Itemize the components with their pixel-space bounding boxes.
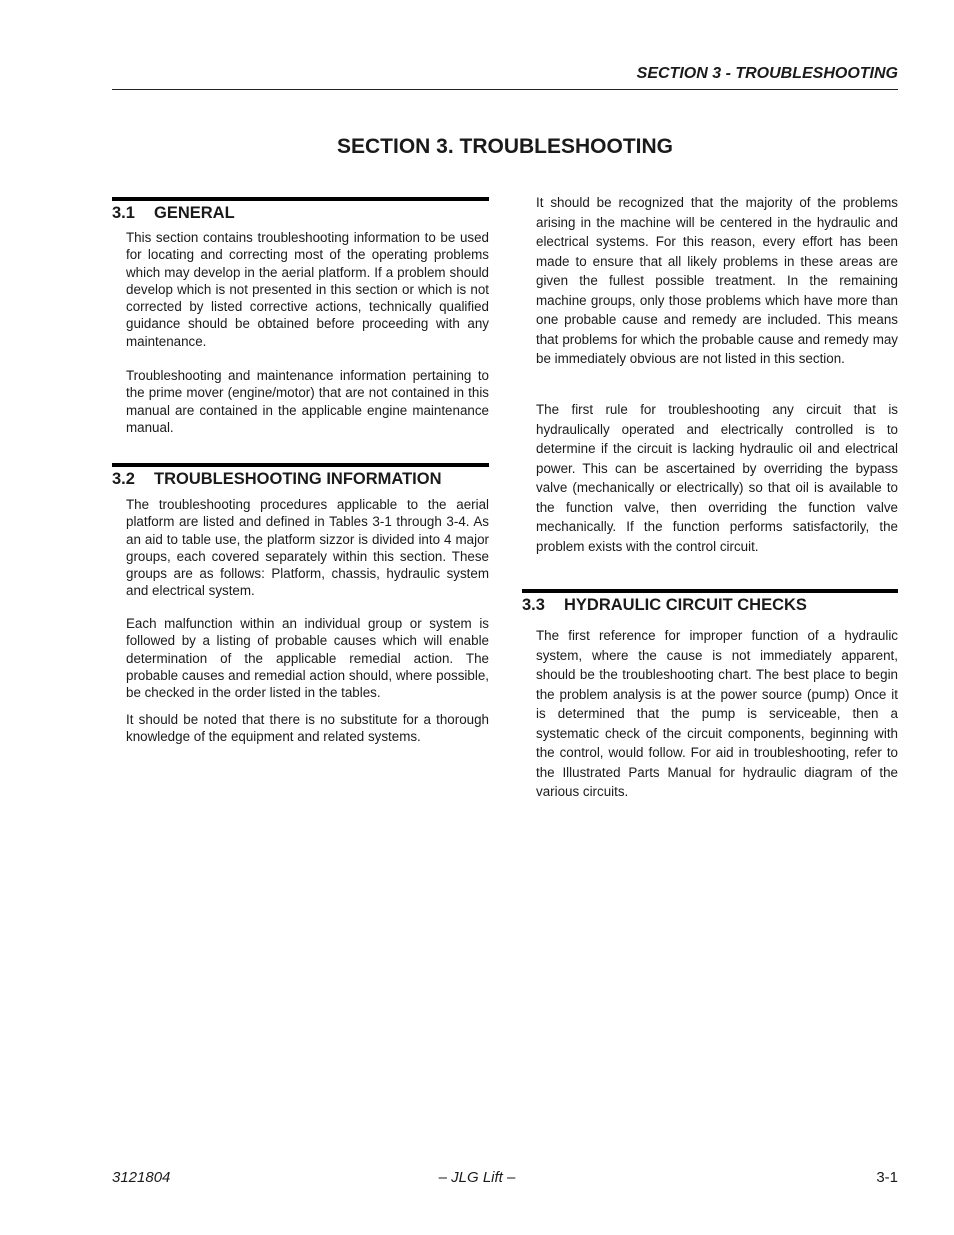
section-title: HYDRAULIC CIRCUIT CHECKS [564,596,807,614]
section-heading-hydraulic-circuit-checks [522,589,898,615]
section-title: GENERAL [154,204,235,222]
section-title: TROUBLESHOOTING INFORMATION [154,470,442,488]
page-title: SECTION 3. TROUBLESHOOTING [336,135,674,158]
paragraph: Troubleshooting and maintenance information pertaining to the prime mover (engine/motor) that are not contained in this manual are contained in the applicable engine maintenance manual. [126,368,489,435]
paragraph: Each malfunction within an individual group or system is followed by a listing of probable causes which will enable determination of the applicable remedial action. The probable causes and remedial action should, where possible, be checked in the order listed in the tables. [126,616,489,701]
paragraph: This section contains troubleshooting information to be used for locating and correcting most of the operating problems which may develop in the aerial platform. If a problem should develop which is not presented in this section or which is not corrected by listed corrective actions, technically qualified guidance should be obtained before proceeding with any maintenance. [126,230,489,349]
section-number: 3.3 [522,596,545,614]
section-number: 3.2 [112,470,135,488]
footer-page-number: 3-1 [876,1169,898,1186]
paragraph: It should be recognized that the majority of the problems arising in the machine will be centered in the hydraulic and electrical systems. For this reason, every effort has been made to ensure that all likely problems in these areas are given the fullest possible treatment. In the remaining machine groups, only those problems which have more than one probable cause and remedy are included. This means that problems for which the probable cause and remedy may be immediately obvious are not listed in this section. [536,195,898,366]
section-number: 3.1 [112,204,135,222]
footer-brand: – JLG Lift – [438,1169,516,1186]
footer-doc-number: 3121804 [112,1169,171,1186]
section-heading-general [112,197,489,223]
paragraph: It should be noted that there is no substitute for a thorough knowledge of the equipment and related systems. [126,712,489,745]
paragraph: The first reference for improper function of a hydraulic system, where the cause is not immediately apparent, should be the troubleshooting chart. The best place to begin the problem analysis is at the power source (pump) Once it is determined that the pump is serviceable, then a systematic check of the circuit components, beginning with the control, would follow. For aid in troubleshooting, refer to the Illustrated Parts Manual for hydraulic diagram of the various circuits. [536,628,898,799]
section-heading-troubleshooting-information [112,463,489,489]
paragraph: The first rule for troubleshooting any circuit that is hydraulically operated and electrically controlled is to determine if the circuit is lacking hydraulic oil and electrical power. This can be ascertained by overriding the bypass valve (mechanically or electrically) so that oil is available to the function valve, then overriding the function valve mechanically. If the function performs satisfactorily, the problem exists with the control circuit. [536,402,898,554]
paragraph: The troubleshooting procedures applicable to the aerial platform are listed and defined in Tables 3-1 through 3-4. As an aid to table use, the platform sizzor is divided into 4 major groups, each covered separately within this section. These groups are as follows: Platform, chassis, hydraulic system and electrical system. [126,497,489,599]
running-header: SECTION 3 - TROUBLESHOOTING [112,64,898,90]
